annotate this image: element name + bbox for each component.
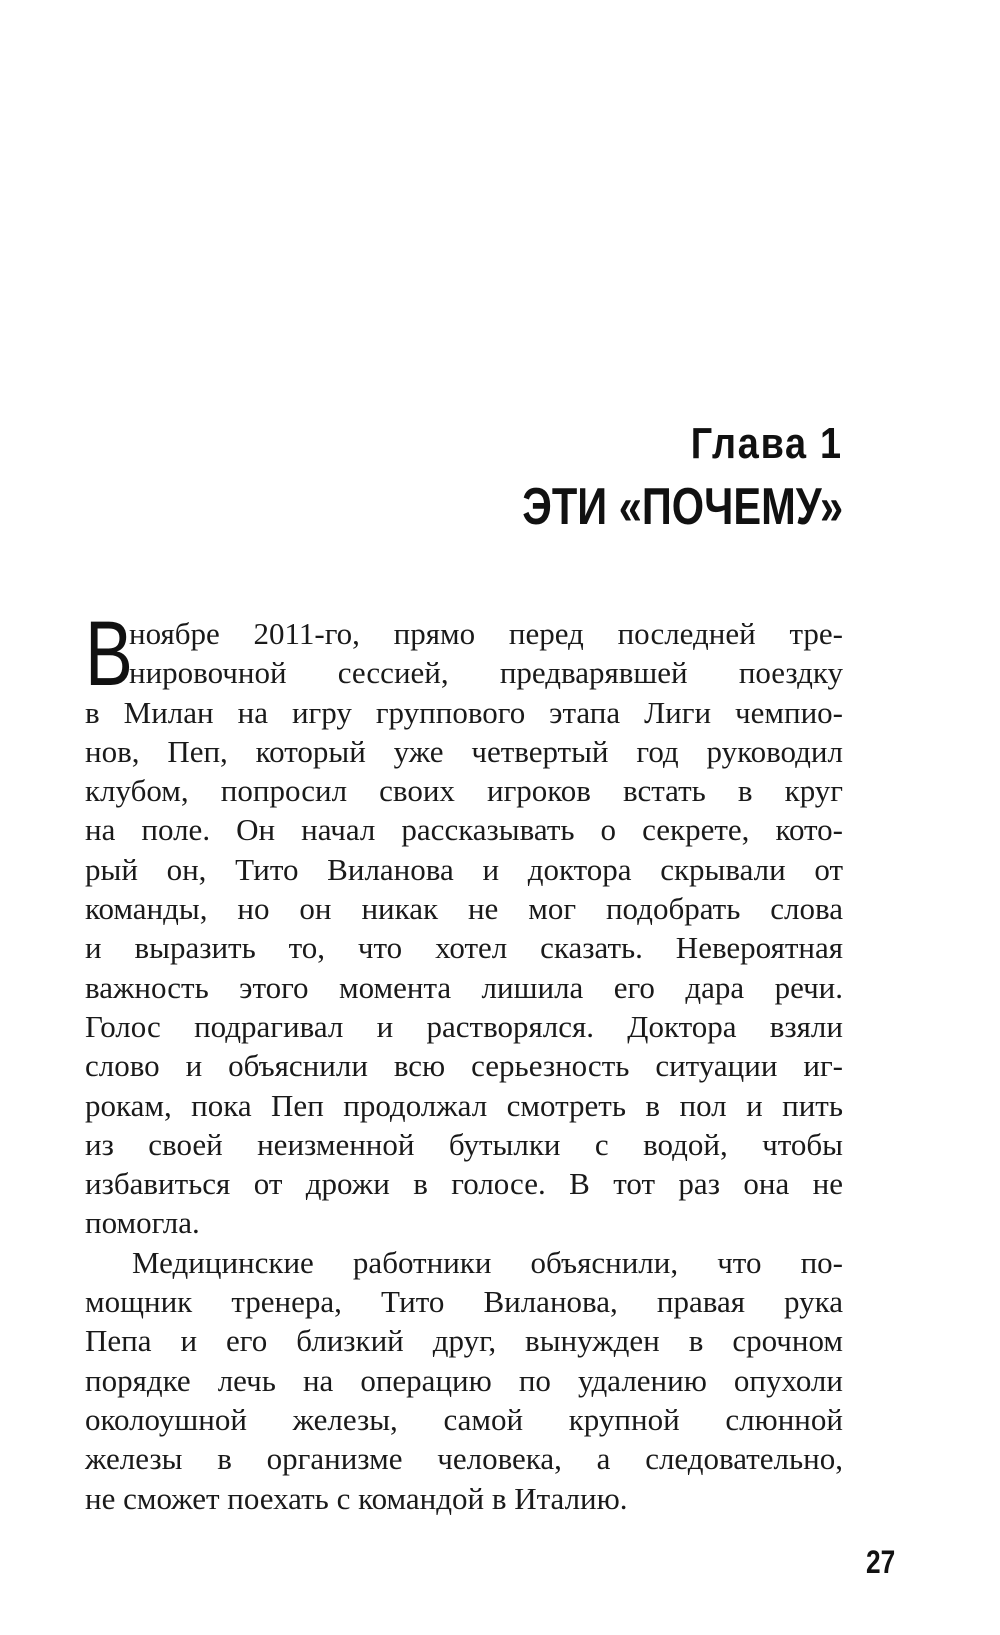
text-line: в Милан на игру группового этапа Лиги чемпио-: [85, 694, 843, 730]
text-line: на поле. Он начал рассказывать о секрете, кото-: [85, 812, 843, 848]
text-line: железы в организме человека, а следовательно,: [85, 1441, 843, 1477]
text-line: команды, но он никак не мог подобрать слова: [85, 891, 843, 927]
text-line: Пепа и его близкий друг, вынужден в срочном: [85, 1323, 843, 1359]
text-line: околоушной железы, самой крупной слюнной: [85, 1401, 843, 1437]
chapter-label: Глава 1: [690, 419, 843, 468]
text-line: порядке лечь на операцию по удалению опухоли: [85, 1362, 843, 1398]
text-line: Голос подрагивал и растворялся. Доктора взяли: [85, 1008, 843, 1044]
text-line: нировочной сессией, предварявшей поездку: [129, 655, 843, 691]
text-line: избавиться от дрожи в голосе. В тот раз она не: [85, 1166, 843, 1202]
text-line: важность этого момента лишила его дара речи.: [85, 969, 843, 1005]
body-text: [85, 603, 843, 1518]
text-line: и выразить то, что хотел сказать. Невероятная: [85, 930, 843, 966]
text-line: ноябре 2011-го, прямо перед последней тре-: [129, 616, 843, 651]
drop-cap: В: [85, 603, 133, 705]
text-line: не сможет поехать с командой в Италию.: [85, 1480, 628, 1516]
text-line: слово и объяснили всю серьезность ситуации иг-: [85, 1048, 843, 1084]
text-line: из своей неизменной бутылки с водой, чтобы: [85, 1126, 843, 1162]
text-line: мощник тренера, Тито Виланова, правая рука: [85, 1284, 843, 1320]
text-line: помогла.: [85, 1205, 200, 1241]
text-line: нов, Пеп, который уже четвертый год руководил: [85, 733, 843, 769]
text-line: клубом, попросил своих игроков встать в круг: [85, 773, 843, 809]
text-line: рокам, пока Пеп продолжал смотреть в пол и пить: [85, 1087, 843, 1123]
chapter-title: ЭТИ «ПОЧЕМУ»: [522, 478, 843, 536]
page-number: 27: [866, 1544, 896, 1580]
text-line: Медицинские работники объяснили, что по-: [132, 1244, 843, 1280]
text-line: рый он, Тито Виланова и доктора скрывали от: [85, 851, 843, 887]
